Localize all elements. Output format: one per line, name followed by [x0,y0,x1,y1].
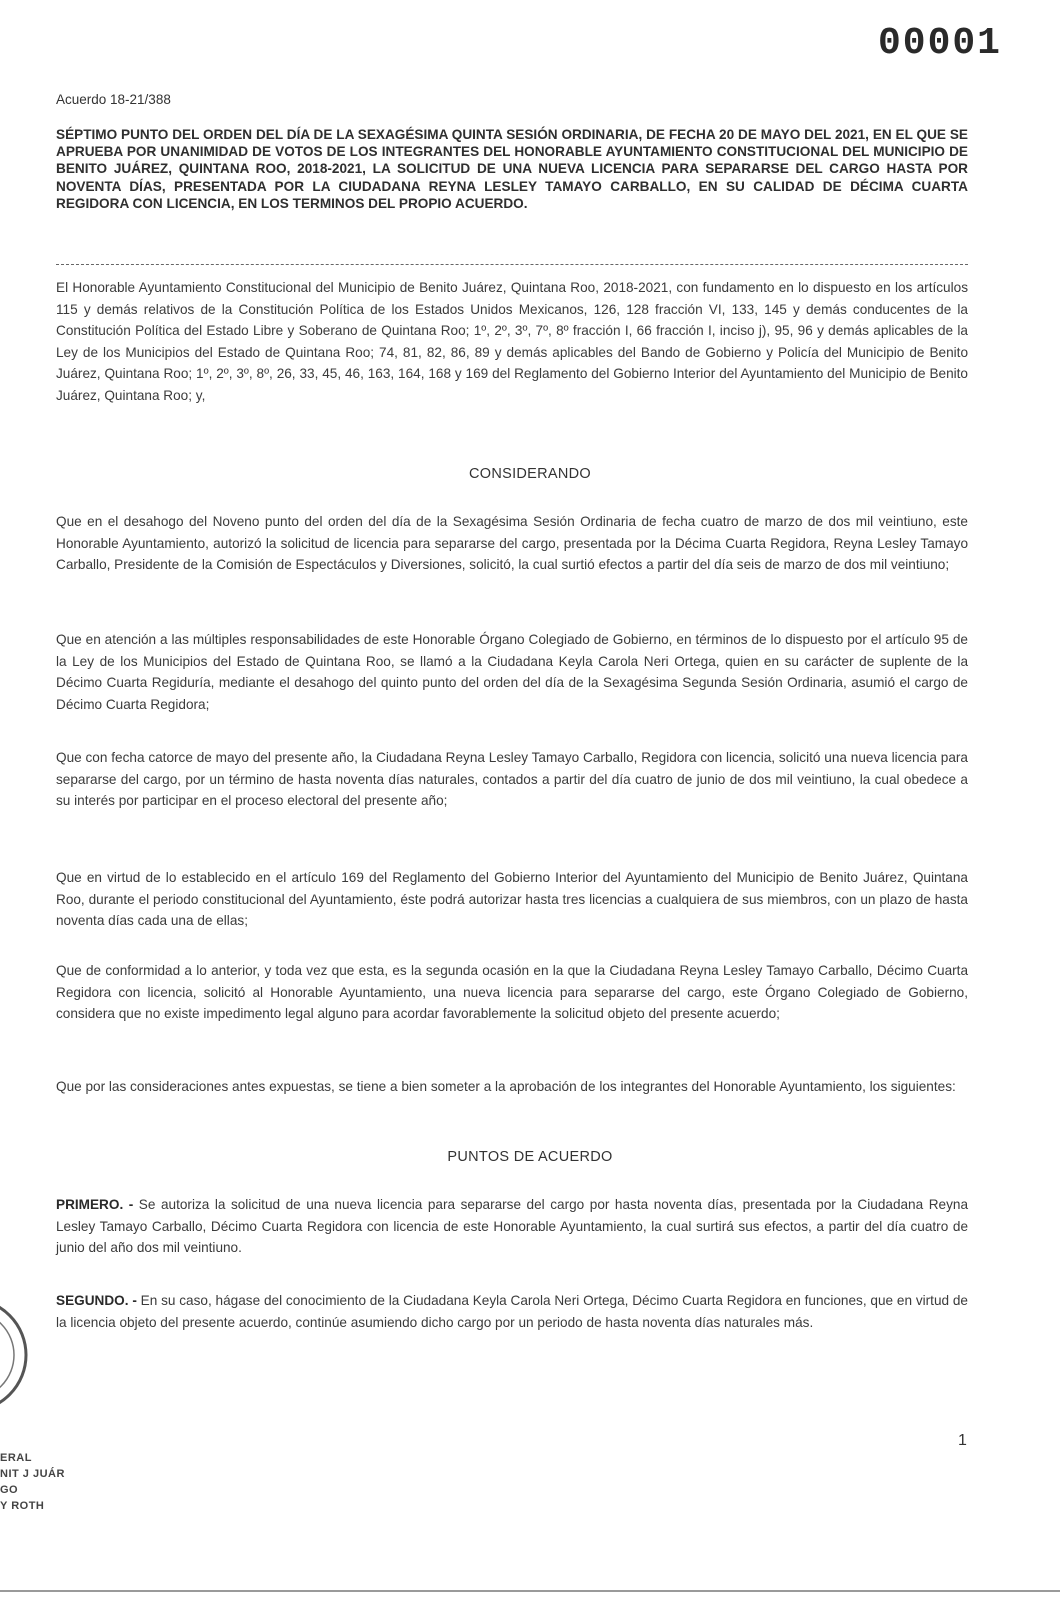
considerando-paragraph: Que en atención a las múltiples responsabilidades de este Honorable Órgano Colegiado de Gobierno, en términos de lo dispuesto por el artículo 95 de la Ley de los Municipios del Estado de Quintana Roo, se llamó a la Ciudadana Keyla Carola Neri Ortega, quien en su carácter de suplente de la Décimo Cuarta Regiduría, mediante el desahogo del quinto punto del orden del día de la Sexagésima Segunda Sesión Ordinaria, asumió el cargo de Décimo Cuarta Regidora; [56,632,968,712]
preamble-paragraph: El Honorable Ayuntamiento Constitucional del Municipio de Benito Juárez, Quintana Roo, 2018-2021, con fundamento en lo dispuesto en los artículos 115 y demás relativos de la Constitución Política de los Estados Unidos Mexicanos, 126, 128 fracción VI, 133, 145 y demás conducentes de la Constitución Política del Estado Libre y Soberano de Quintana Roo; 1º, 2º, 3º, 7º, 8º fracción I, 66 fracción I, inciso j), 95, 96 y demás aplicables de la Ley de los Municipios del Estado de Quintana Roo; 74, 81, 82, 86, 89 y demás aplicables del Bando de Gobierno y Policía del Municipio de Benito Juárez, Quintana Roo; 1º, 2º, 3º, 8º, 26, 33, 45, 46, 163, 164, 168 y 169 del Reglamento del Gobierno Interior del Ayuntamiento del Municipio de Benito Juárez, Quintana Roo; y, [56,280,968,403]
considerando-paragraph: Que en virtud de lo establecido en el artículo 169 del Reglamento del Gobierno Interior del Ayuntamiento del Municipio de Benito Juárez, Quintana Roo, durante el periodo constitucional del Ayuntamiento, éste podrá autorizar hasta tres licencias a cualquiera de sus miembros, con un plazo de hasta noventa días cada una de ellas; [56,870,968,928]
seal-caption-line: GO [0,1484,19,1496]
considerando-paragraph: Que con fecha catorce de mayo del presente año, la Ciudadana Reyna Lesley Tamayo Carballo, Regidora con licencia, solicitó una nueva licencia para separarse del cargo, por un término de hasta noventa días naturales, contados a partir del día cuatro de junio de dos mil veintiuno, la cual obedece a su interés por participar en el proceso electoral del presente año; [56,750,968,808]
dashed-separator [56,264,968,265]
punto-segundo-text: En su caso, hágase del conocimiento de la Ciudadana Keyla Carola Neri Ortega, Décimo Cuarta Regidora en funciones, que en virtud de la licencia objeto del presente acuerdo, continúe asumiendo dicho cargo por un periodo de hasta noventa días naturales más. [56,1293,968,1330]
page-number: 1 [958,1432,967,1449]
seal-caption-line: NIT J JUÁR [0,1468,65,1480]
document-heading: SÉPTIMO PUNTO DEL ORDEN DEL DÍA DE LA SEXAGÉSIMA QUINTA SESIÓN ORDINARIA, DE FECHA 20 DE MAYO DEL 2021, EN EL QUE SE APRUEBA POR UNANIMIDAD DE VOTOS DE LOS INTEGRANTES DEL HONORABLE AYUNTAMIENTO CONSTITUCIONAL DEL MUNICIPIO DE BENITO JUÁREZ, QUINTANA ROO, 2018-2021, LA SOLICITUD DE UNA NUEVA LICENCIA PARA SEPARARSE DEL CARGO HASTA POR NOVENTA DÍAS, PRESENTADA POR LA CIUDADANA REYNA LESLEY TAMAYO CARBALLO, EN SU CALIDAD DE DÉCIMA CUARTA REGIDORA CON LICENCIA, EN LOS TERMINOS DEL PROPIO ACUERDO. [56,127,968,211]
considerando-paragraph: Que por las consideraciones antes expuestas, se tiene a bien someter a la aprobación de los integrantes del Honorable Ayuntamiento, los siguientes: [56,1079,956,1094]
bottom-rule [0,1590,1060,1592]
punto-primero-text: Se autoriza la solicitud de una nueva licencia para separarse del cargo por hasta noventa días, presentada por la Ciudadana Reyna Lesley Tamayo Carballo, Décimo Cuarta Regidora con licencia de este Honorable Ayuntamiento, la cual surtirá sus efectos, a partir del día cuatro de junio del año dos mil veintiuno. [56,1197,969,1255]
punto-primero-lead: PRIMERO. - [56,1197,134,1212]
considerando-paragraph: Que de conformidad a lo anterior, y toda vez que esta, es la segunda ocasión en la que la Ciudadana Reyna Lesley Tamayo Carballo, Décimo Cuarta Regidora con licencia, solicitó al Honorable Ayuntamiento, una nueva licencia para separarse del cargo, este Órgano Colegiado de Gobierno, considera que no existe impedimento legal alguno para acordar favorablemente la solicitud objeto del presente acuerdo; [56,963,968,1021]
punto-primero [56,1194,968,1259]
acuerdo-number: Acuerdo 18-21/388 [56,92,171,107]
seal-caption [0,1450,65,1514]
punto-segundo-lead: SEGUNDO. - [56,1293,137,1308]
considerando-title: CONSIDERANDO [468,466,592,482]
folio-number: 00001 [877,22,1002,65]
punto-segundo [56,1290,968,1333]
official-seal-icon [0,1285,30,1425]
puntos-de-acuerdo-title: PUNTOS DE ACUERDO [447,1149,613,1165]
considerando-paragraph: Que en el desahogo del Noveno punto del orden del día de la Sexagésima Sesión Ordinaria de fecha cuatro de marzo de dos mil veintiuno, este Honorable Ayuntamiento, autorizó la solicitud de licencia para separarse del cargo, presentada por la Décima Cuarta Regidora, Reyna Lesley Tamayo Carballo, Presidente de la Comisión de Espectáculos y Diversiones, solicitó, la cual surtió efectos a partir del día seis de marzo de dos mil veintiuno; [56,514,968,572]
seal-caption-line: Y ROTH [0,1500,45,1512]
seal-caption-line: ERAL [0,1452,32,1464]
